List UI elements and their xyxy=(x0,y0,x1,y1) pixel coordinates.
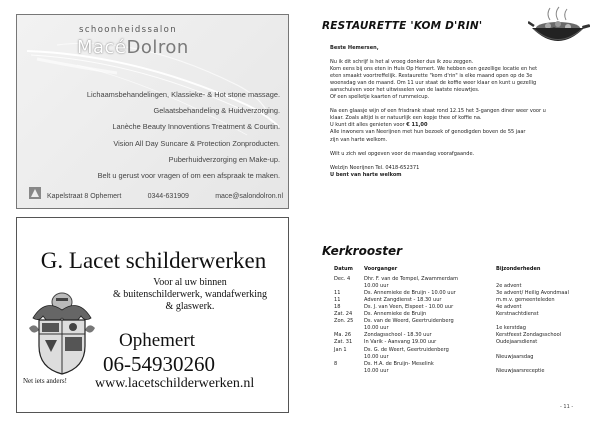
salon-phone: 0344-631909 xyxy=(147,193,189,200)
row-date: 18 xyxy=(334,304,341,311)
kerkrooster-rows xyxy=(334,276,592,375)
row-preacher: Ds. Annemieke de Bruijn xyxy=(364,311,427,318)
letter-line: zijn van harte welkom. xyxy=(330,136,388,143)
row-date: Zat. 24 xyxy=(334,311,353,318)
painter-description xyxy=(95,277,285,313)
table-row xyxy=(334,347,592,354)
table-row xyxy=(334,354,592,361)
salon-service-line: Puberhuidverzorging en Make-up. xyxy=(168,154,280,164)
kerkrooster-title: Kerkrooster xyxy=(322,244,403,258)
row-preacher: Ds. J. van Veen, Elspeet - 10.00 uur xyxy=(364,304,454,311)
row-date: Zon. 25 xyxy=(334,318,354,325)
row-date xyxy=(334,325,364,332)
letter-line: Na een glaasje wijn of een frisdrank staat rond 12.15 het 3-gangen diner weer voor u xyxy=(330,108,546,115)
row-details xyxy=(496,347,592,354)
row-preacher: 10.00 uur xyxy=(364,353,389,360)
kerkrooster-table xyxy=(334,266,592,375)
salon-service-line: Lichaamsbehandelingen, Klassieke- & Hot stone massage. xyxy=(86,90,280,99)
row-date: Ma. 26 xyxy=(334,332,352,339)
painter-tagline: Net iets anders! xyxy=(23,377,67,385)
row-date: Jan 1 xyxy=(334,346,347,353)
restaurant-title: RESTAURETTE 'KOM D'RIN' xyxy=(322,20,483,32)
painter-description-line: & buitenschilderwerk, wandafwerking xyxy=(112,289,268,300)
painter-website: www.lacetschilderwerken.nl xyxy=(95,376,255,391)
coat-of-arms-icon xyxy=(25,288,99,376)
row-preacher: Ds. G. de Weert, Geertruidenberg xyxy=(364,346,449,353)
row-preacher: Ds. Annemieke de Bruijn - 10.00 uur xyxy=(364,290,456,297)
table-row xyxy=(334,368,592,375)
letter-line: woensdag van de maand. Om 11 uur staat de koffie weer klaar en kunt u gezellig xyxy=(330,80,537,87)
column-header-date: Datum xyxy=(334,266,353,272)
painter-phone: 06-54930260 xyxy=(103,352,215,376)
row-preacher: Dhr. F. van de Tempel, Zwammerdam xyxy=(364,276,458,283)
row-details: Oudejaarsdienst xyxy=(496,339,538,346)
table-row xyxy=(334,318,592,325)
salon-service-line: Vision All Day Suncare & Protection Zonproducten. xyxy=(113,138,280,148)
row-date xyxy=(334,354,364,361)
column-header-preacher: Voorganger xyxy=(364,266,398,272)
row-preacher: Advent Zangdienst - 18.30 uur xyxy=(364,297,442,304)
table-row xyxy=(334,339,592,346)
restaurant-letter xyxy=(330,45,588,179)
letter-price-line xyxy=(330,122,588,129)
row-details: Nieuwjaarsreceptie xyxy=(496,367,545,374)
salon-name xyxy=(77,37,189,58)
row-preacher: 10.00 uur xyxy=(364,283,389,290)
row-details xyxy=(496,276,592,283)
letter-greeting: Beste Hemersen, xyxy=(330,45,379,51)
table-header-row xyxy=(334,266,592,273)
painter-description-line: & glaswerk. xyxy=(165,301,215,312)
row-preacher: Ds. H.A. de Bruijn- Meselink xyxy=(364,360,434,367)
salon-name-first: Macé xyxy=(77,37,127,58)
row-details: 4e advent xyxy=(496,304,522,311)
table-row xyxy=(334,276,592,283)
row-details xyxy=(496,318,592,325)
letter-contact: Welzijn Neerijnen Tel. 0418-652371 xyxy=(330,164,420,171)
letter-line: Kom eens bij ons eten in Huis Op Hemert. We hebben een gezellige locatie en het xyxy=(330,66,538,73)
letter-line: Nu ik dit schrijf is het al vroeg donker dus ik zou zeggen. xyxy=(330,59,474,66)
letter-line: klaar. Zoals altijd is er natuurlijk een kopje thee of koffie na. xyxy=(330,115,482,122)
row-date: 8 xyxy=(334,360,338,367)
painter-description-line: Voor al uw binnen xyxy=(153,277,227,288)
price-text: U kunt dit alles genieten voor xyxy=(330,122,407,129)
salon-address: Kapelstraat 8 Ophemert xyxy=(47,193,122,200)
table-row xyxy=(334,283,592,290)
table-row xyxy=(334,311,592,318)
salon-contact xyxy=(47,193,283,200)
row-details: 2e advent xyxy=(496,283,522,290)
price-value: € 11,00 xyxy=(406,122,428,129)
salon-logo-icon xyxy=(29,187,41,199)
letter-line: Alle inwoners van Neerijnen met hun bezoek of genodigden boven de 55 jaar xyxy=(330,129,526,136)
row-details: Kerstnachtdienst xyxy=(496,311,539,318)
salon-advertisement xyxy=(16,14,289,209)
row-details: m.m.v. gemeenteleden xyxy=(496,297,555,304)
row-details: 3e advent/ Heilig Avondmaal xyxy=(496,290,569,297)
salon-email: mace@salondolron.nl xyxy=(215,193,283,200)
salon-service-line: Belt u gerust voor vragen of om een afspraak te maken. xyxy=(97,170,280,180)
painter-place: Ophemert xyxy=(119,330,195,351)
table-row xyxy=(334,304,592,311)
letter-line: Of een spelletje kaarten of rummeicup. xyxy=(330,94,430,101)
table-row xyxy=(334,325,592,332)
row-preacher: Zondagsschool - 18.30 uur xyxy=(364,332,432,339)
letter-line: aanschuiven voor het uitwisselen van de laatste nieuwtjes. xyxy=(330,87,480,94)
row-date: Dec. 4 xyxy=(334,276,351,283)
page-number: - 11 - xyxy=(560,404,574,410)
row-date xyxy=(334,368,364,375)
letter-line: Wilt u zich wel opgeven voor de maandag voorafgaande. xyxy=(330,150,475,157)
row-date: 11 xyxy=(334,290,341,297)
row-details xyxy=(496,361,592,368)
salon-name-last: Dolron xyxy=(126,37,189,58)
row-details: 1e kerstdag xyxy=(496,325,526,332)
row-date: Zat. 31 xyxy=(334,339,353,346)
row-preacher: In Varik - Aanvang 19.00 uur xyxy=(364,339,437,346)
table-row xyxy=(334,332,592,339)
table-row xyxy=(334,361,592,368)
salon-subtitle: schoonheidssalon xyxy=(79,25,178,35)
column-header-details: Bijzonderheden xyxy=(496,266,541,272)
salon-services xyxy=(40,87,280,184)
table-row xyxy=(334,290,592,297)
row-preacher: 10.00 uur xyxy=(364,325,389,332)
row-date xyxy=(334,283,364,290)
salon-service-line: Gelaatsbehandeling & Huidverzorging. xyxy=(153,106,280,116)
row-details: Nieuwjaarsdag xyxy=(496,353,534,360)
letter-line: eten smaakt voortreffelijk. Restaurette "kom d'rin" is elke maand open op de 3e xyxy=(330,73,533,80)
row-preacher: Ds. van de Weerd, Geertruidenberg xyxy=(364,318,454,325)
row-date: 11 xyxy=(334,297,341,304)
salon-service-line: Lanèche Beauty Innoventions Treatment & Courtin. xyxy=(112,122,280,132)
table-row xyxy=(334,297,592,304)
painter-advertisement xyxy=(16,217,289,413)
row-preacher: 10.00 uur xyxy=(364,367,389,374)
letter-closing: U bent van harte welkom xyxy=(330,171,402,178)
painter-title: G. Lacet schilderwerken xyxy=(40,248,267,273)
row-details: Kerstfeest Zondagsschool xyxy=(496,332,562,339)
